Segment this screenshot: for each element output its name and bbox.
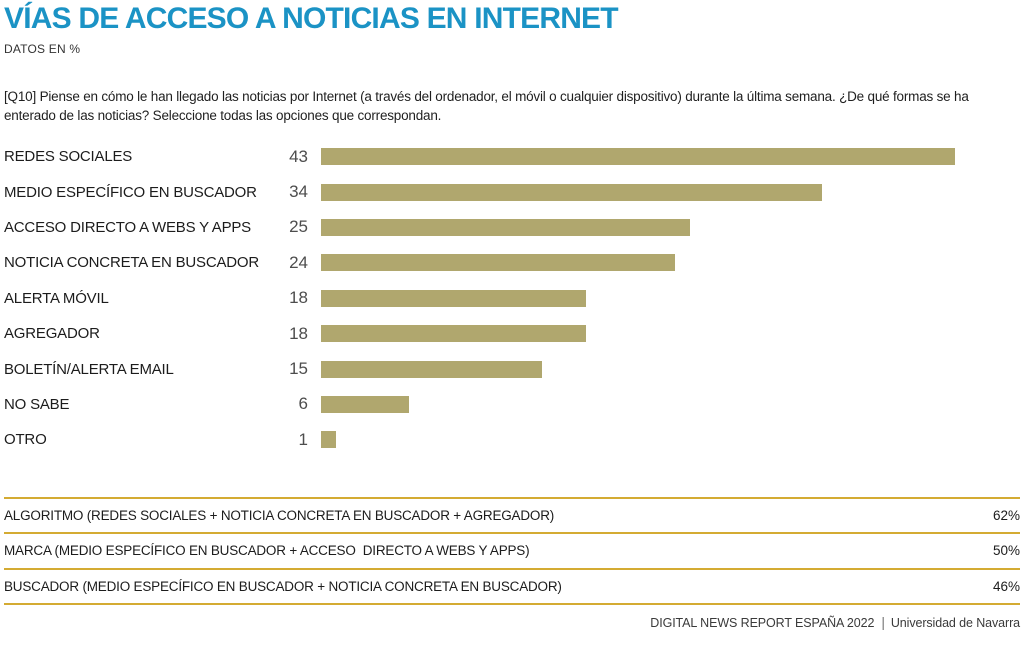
chart-bar-area (321, 325, 1020, 342)
chart-bar-area (321, 431, 1020, 448)
survey-question-text: [Q10] Piense en cómo le han llegado las noticias por Internet (a través del ordenador, el móvil o cualquier dispositivo) durante la última semana. ¿De qué formas se ha enterado de las noticias? Seleccione todas las opciones que correspondan. (4, 89, 969, 123)
summary-row-label: ALGORITMO (REDES SOCIALES + NOTICIA CONCRETA EN BUSCADOR + AGREGADOR) (4, 507, 555, 523)
chart-value-label: 18 (289, 323, 308, 343)
chart-category-label: NO SABE (4, 395, 70, 413)
summary-table (4, 497, 1020, 606)
chart-bar (321, 184, 822, 201)
chart-value-label: 1 (298, 429, 308, 449)
footer-source: DIGITAL NEWS REPORT ESPAÑA 2022 (650, 616, 875, 631)
chart-category-label: ACCESO DIRECTO A WEBS Y APPS (4, 218, 251, 236)
summary-row (4, 568, 1020, 604)
chart-value-label: 43 (289, 146, 308, 166)
chart-value-label: 24 (289, 252, 308, 272)
chart-bar-area (321, 254, 1020, 271)
chart-bar-area (321, 361, 1020, 378)
chart-bar-area (321, 148, 1020, 165)
chart-value-label: 18 (289, 288, 308, 308)
chart-bar (321, 148, 955, 165)
summary-row (4, 497, 1020, 533)
chart-bar (321, 325, 586, 342)
chart-value-label: 6 (298, 394, 308, 414)
footer-org: Universidad de Navarra (890, 616, 1020, 631)
chart-category-label: OTRO (4, 431, 47, 449)
chart-category-label: NOTICIA CONCRETA EN BUSCADOR (4, 254, 259, 272)
chart-bar-area (321, 290, 1020, 307)
chart-category-label: BOLETÍN/ALERTA EMAIL (4, 360, 174, 378)
chart-bar (321, 431, 336, 448)
chart-row (4, 316, 1020, 351)
footer-separator: | (881, 614, 885, 631)
chart-category-label: REDES SOCIALES (4, 148, 133, 166)
chart-bar (321, 254, 675, 271)
chart-bar-area (321, 396, 1020, 413)
page-title: VÍAS DE ACCESO A NOTICIAS EN INTERNET (4, 2, 618, 35)
summary-row (4, 532, 1020, 568)
chart-category-label: AGREGADOR (4, 325, 100, 343)
chart-row (4, 281, 1020, 316)
chart-value-label: 34 (289, 182, 308, 202)
chart-bar (321, 290, 586, 307)
footer (4, 614, 1020, 630)
summary-row-value: 50% (992, 543, 1020, 559)
chart-category-label: ALERTA MÓVIL (4, 289, 109, 307)
chart-category-label: MEDIO ESPECÍFICO EN BUSCADOR (4, 183, 257, 201)
chart-bar-area (321, 184, 1020, 201)
horizontal-bar-chart (4, 139, 1020, 458)
chart-row (4, 351, 1020, 386)
chart-row (4, 422, 1020, 457)
summary-row-value: 46% (992, 578, 1020, 594)
infographic-page (0, 2, 1024, 647)
chart-row (4, 174, 1020, 209)
summary-row-label: BUSCADOR (MEDIO ESPECÍFICO EN BUSCADOR + NOTICIA CONCRETA EN BUSCADOR) (4, 578, 562, 594)
chart-value-label: 25 (289, 217, 308, 237)
chart-bar (321, 219, 690, 236)
chart-bar-area (321, 219, 1020, 236)
chart-bar (321, 396, 409, 413)
chart-row (4, 139, 1020, 174)
page-subtitle: DATOS EN % (4, 42, 81, 56)
chart-row (4, 210, 1020, 245)
chart-row (4, 387, 1020, 422)
chart-value-label: 15 (289, 359, 308, 379)
chart-row (4, 245, 1020, 280)
summary-row-value: 62% (992, 507, 1020, 523)
chart-bar (321, 361, 542, 378)
summary-row-label: MARCA (MEDIO ESPECÍFICO EN BUSCADOR + ACCESO DIRECTO A WEBS Y APPS) (4, 543, 530, 559)
